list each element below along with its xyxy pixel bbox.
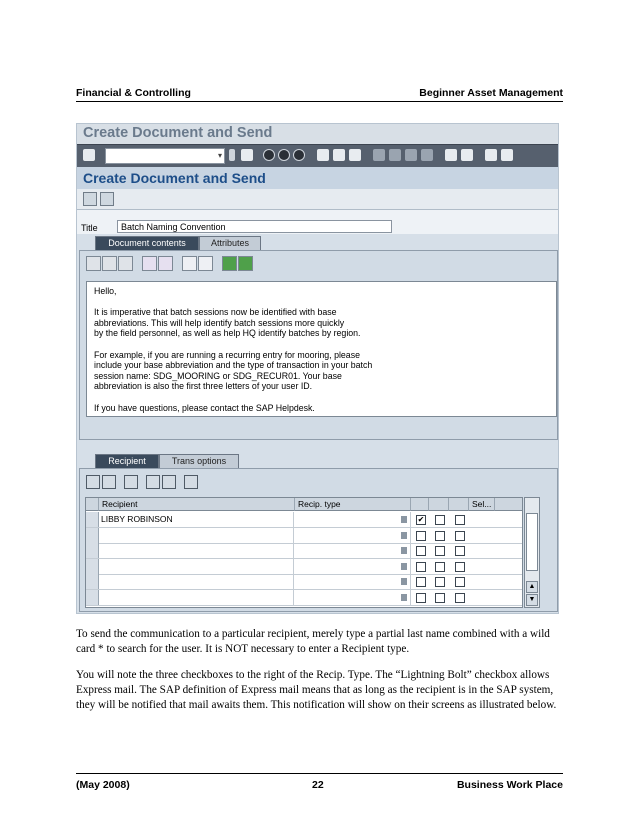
copy-checkbox[interactable]	[435, 546, 445, 556]
details-icon[interactable]	[86, 475, 100, 489]
footer-right: Business Work Place	[456, 779, 563, 791]
tab-trans-options[interactable]: Trans options	[159, 454, 239, 468]
arrow-left-icon[interactable]	[229, 149, 235, 161]
tab-attributes[interactable]: Attributes	[199, 236, 261, 250]
undo-icon[interactable]	[142, 256, 157, 271]
blind-copy-checkbox[interactable]	[455, 531, 465, 541]
page-number: 22	[312, 779, 324, 791]
insert-row-icon[interactable]	[102, 475, 116, 489]
column-header-recipient[interactable]: Recipient	[99, 498, 295, 511]
distribution-list-icon[interactable]	[146, 475, 160, 489]
scrollbar-thumb[interactable]	[526, 513, 538, 571]
copy-checkbox[interactable]	[435, 593, 445, 603]
express-mail-checkbox[interactable]: ✔	[417, 515, 425, 524]
cancel-icon[interactable]	[293, 149, 305, 161]
create-session-icon[interactable]	[445, 149, 457, 161]
layout-icon[interactable]	[501, 149, 513, 161]
table-row[interactable]	[86, 512, 522, 528]
header-left: Financial & Controlling	[76, 87, 191, 99]
row-selector[interactable]	[86, 574, 99, 589]
header-right: Beginner Asset Management	[419, 87, 563, 99]
recipient-cell[interactable]: LIBBY ROBINSON	[99, 512, 294, 527]
column-header-recip-type[interactable]: Recip. type	[295, 498, 411, 511]
express-mail-checkbox[interactable]	[416, 593, 426, 603]
copy-icon	[429, 498, 449, 511]
column-header-sel[interactable]: Sel...	[469, 498, 495, 511]
first-page-icon[interactable]	[373, 149, 385, 161]
document-text-line: Hello,	[94, 286, 117, 296]
title-input[interactable]: Batch Naming Convention	[117, 220, 392, 233]
value-help-icon[interactable]	[401, 563, 407, 570]
command-field[interactable]	[105, 148, 225, 164]
application-titlebar	[77, 167, 558, 189]
blind-copy-checkbox[interactable]	[455, 515, 465, 525]
express-mail-icon	[411, 498, 429, 511]
select-all-icon[interactable]	[124, 475, 138, 489]
copy-checkbox[interactable]	[435, 531, 445, 541]
recipient-cell[interactable]	[99, 559, 294, 574]
express-mail-checkbox[interactable]	[416, 531, 426, 541]
tab-recipient[interactable]: Recipient	[95, 454, 159, 468]
back-icon[interactable]	[263, 149, 275, 161]
column-header-blank	[495, 498, 522, 511]
upload-icon[interactable]	[222, 256, 237, 271]
blind-copy-checkbox[interactable]	[455, 593, 465, 603]
recip-type-cell[interactable]	[295, 574, 411, 589]
paste-icon[interactable]	[118, 256, 133, 271]
value-help-icon[interactable]	[401, 594, 407, 601]
print-icon[interactable]	[184, 475, 198, 489]
recipient-cell[interactable]	[99, 543, 294, 558]
document-text-line: abbreviations. This will help identify batch sessions more quickly	[94, 317, 345, 328]
table-row[interactable]	[86, 590, 522, 606]
body-paragraph-2: You will note the three checkboxes to the right of the Recip. Type. The “Lightning Bolt” checkbox allows Express mail. The SAP definition of Express mail means that as long as the recipient is in the SAP system, they will be notified that mail awaits them. This notification will show on their screens as illustrated below.	[76, 669, 557, 711]
select-all-cell[interactable]	[86, 498, 99, 511]
document-icon[interactable]	[100, 192, 114, 206]
lock-icon	[449, 498, 469, 511]
copy-checkbox[interactable]	[435, 562, 445, 572]
recipient-panel	[79, 468, 558, 612]
footer-rule	[76, 773, 563, 774]
vertical-scrollbar[interactable]	[524, 497, 540, 608]
address-book-icon[interactable]	[162, 475, 176, 489]
row-selector[interactable]	[86, 590, 99, 605]
value-help-icon[interactable]	[401, 532, 407, 539]
cut-icon[interactable]	[86, 256, 101, 271]
express-mail-checkbox[interactable]	[416, 562, 426, 572]
find-icon[interactable]	[182, 256, 197, 271]
help-icon[interactable]	[485, 149, 497, 161]
recipient-tabs	[85, 454, 285, 468]
title-label: Title	[81, 223, 98, 233]
redo-icon[interactable]	[158, 256, 173, 271]
row-selector[interactable]	[86, 559, 99, 574]
chevron-down-icon[interactable]: ▾	[217, 151, 222, 160]
row-selector[interactable]	[86, 512, 99, 527]
blind-copy-checkbox[interactable]	[455, 562, 465, 572]
recip-type-cell[interactable]	[295, 590, 411, 605]
recip-type-cell[interactable]	[295, 528, 411, 543]
recipient-table	[85, 497, 523, 608]
enter-icon[interactable]	[83, 149, 95, 161]
sap-screenshot	[76, 123, 559, 614]
row-selector[interactable]	[86, 543, 99, 558]
recip-type-cell[interactable]	[295, 559, 411, 574]
header-rule	[76, 101, 563, 102]
recip-type-cell[interactable]	[295, 543, 411, 558]
tab-document-contents[interactable]: Document contents	[95, 236, 199, 250]
window-titlebar	[77, 124, 558, 144]
recipient-cell[interactable]	[99, 528, 294, 543]
shortcut-icon[interactable]	[461, 149, 473, 161]
copy-checkbox[interactable]	[435, 515, 445, 525]
document-text-line: by the field personnel, as well as help HQ identify batches by region.	[94, 328, 361, 339]
application-toolbar	[77, 189, 558, 210]
document-text-editor[interactable]	[86, 281, 557, 417]
copy-icon[interactable]	[102, 256, 117, 271]
document-contents-panel	[79, 250, 558, 440]
value-help-icon[interactable]	[401, 578, 407, 585]
value-help-icon[interactable]	[401, 547, 407, 554]
document-tabs	[85, 236, 285, 250]
save-icon[interactable]	[241, 149, 253, 161]
row-selector[interactable]	[86, 528, 99, 543]
download-icon[interactable]	[238, 256, 253, 271]
exit-icon[interactable]	[278, 149, 290, 161]
table-row[interactable]	[86, 543, 522, 559]
value-help-icon[interactable]	[401, 516, 407, 523]
document-text-line: If you have questions, please contact the SAP Helpdesk.	[94, 402, 315, 413]
body-paragraph-1: To send the communication to a particular recipient, merely type a partial last name combined with a wild card * to search for the user. It is NOT necessary to enter a Recipient type.	[76, 628, 550, 655]
print-icon[interactable]	[317, 149, 329, 161]
recipient-cell[interactable]	[99, 590, 294, 605]
blind-copy-checkbox[interactable]	[455, 546, 465, 556]
document-text-line: abbreviation is also the first three letters of your user ID.	[94, 381, 313, 392]
blind-copy-checkbox[interactable]	[455, 577, 465, 587]
title-row	[77, 210, 558, 234]
express-mail-checkbox[interactable]	[416, 577, 426, 587]
scroll-up-icon[interactable]: ▲	[526, 581, 538, 593]
next-page-icon[interactable]	[405, 149, 417, 161]
find-icon[interactable]	[333, 149, 345, 161]
application-title: Create Document and Send	[83, 170, 266, 186]
document-text-line: session name: SDG_MOORING or SDG_RECUR01. Your base	[94, 370, 342, 381]
find-next-icon[interactable]	[198, 256, 213, 271]
express-mail-checkbox[interactable]	[416, 546, 426, 556]
table-row[interactable]	[86, 528, 522, 544]
copy-checkbox[interactable]	[435, 577, 445, 587]
standard-toolbar	[77, 144, 558, 168]
find-next-icon[interactable]	[349, 149, 361, 161]
previous-page-icon[interactable]	[389, 149, 401, 161]
options-icon[interactable]	[83, 192, 97, 206]
table-row[interactable]	[86, 574, 522, 590]
table-row[interactable]	[86, 559, 522, 575]
document-text-line: include your base abbreviation and the type of transaction in your batch	[94, 360, 373, 371]
document-text-line: It is imperative that batch sessions now be identified with base	[94, 307, 337, 318]
recip-type-cell[interactable]	[295, 512, 411, 527]
recipient-cell[interactable]	[99, 574, 294, 589]
footer-left: (May 2008)	[76, 779, 130, 791]
last-page-icon[interactable]	[421, 149, 433, 161]
document-text-line: For example, if you are running a recurring entry for mooring, please	[94, 349, 360, 360]
scroll-down-icon[interactable]: ▼	[526, 594, 538, 606]
window-title: Create Document and Send	[83, 125, 273, 141]
